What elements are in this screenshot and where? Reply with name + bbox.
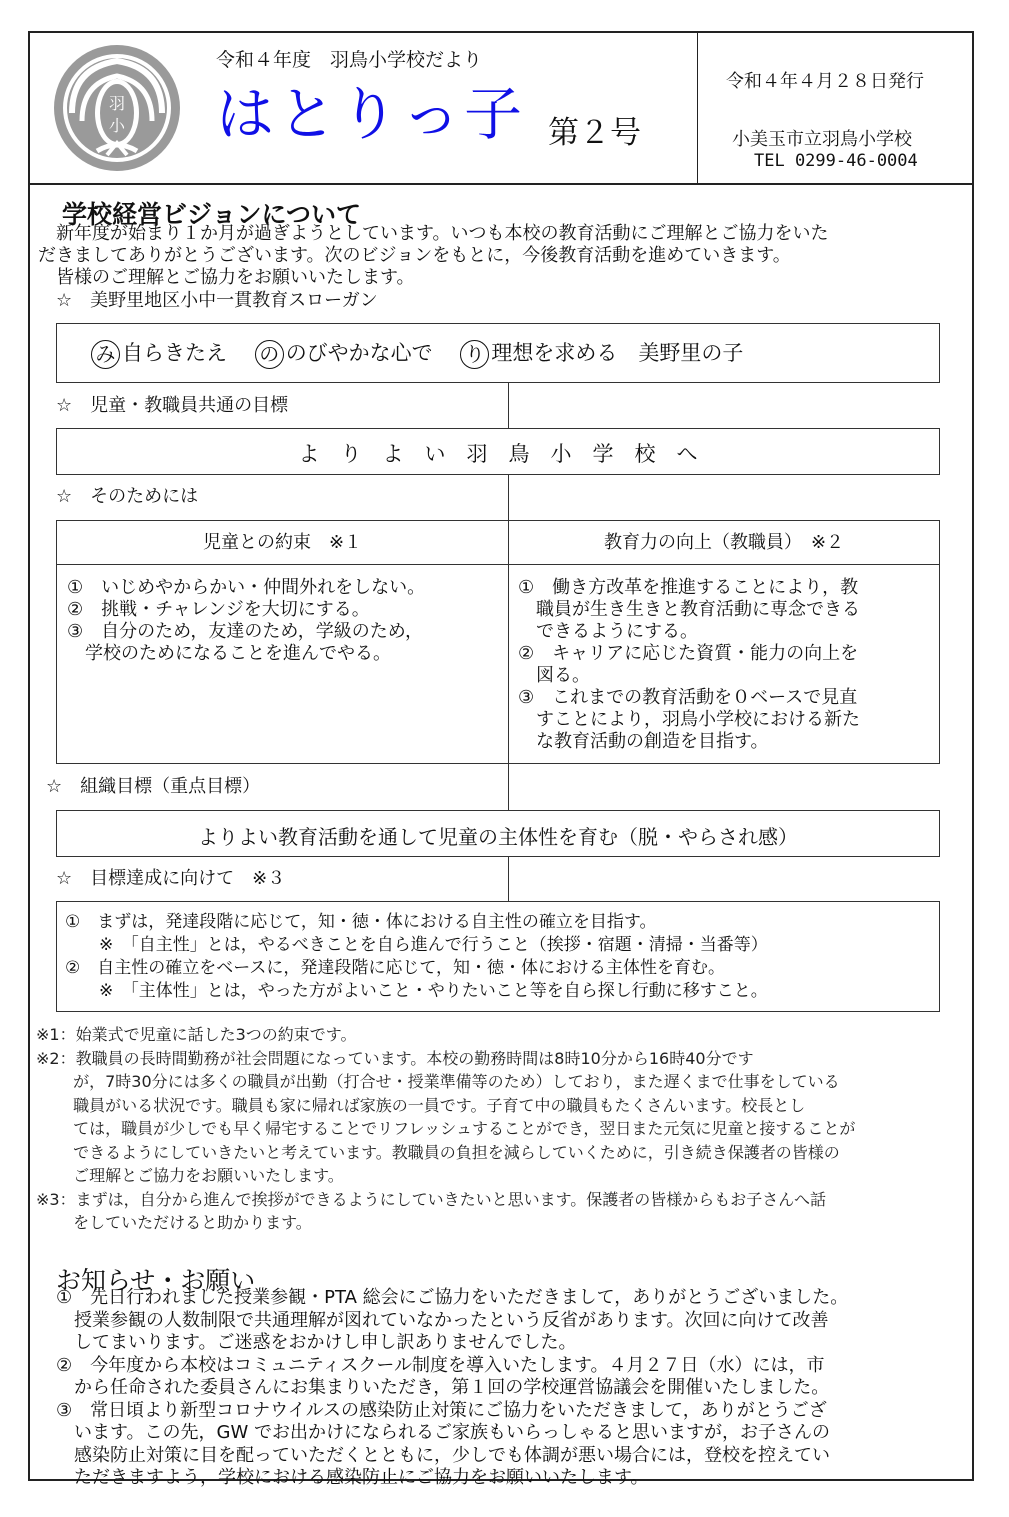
notice-line: してまいります。ご迷惑をおかけし申し訳ありませんでした。 [56, 1332, 577, 1353]
list-item: ② キャリアに応じた資質・能力の向上を [518, 643, 859, 664]
list-item: 図る。 [518, 665, 590, 686]
list-item: ※ 「自主性」とは，やるべきことを自ら進んで行うこと（挨拶・宿題・清掃・当番等） [65, 935, 768, 955]
slogan-mark-mi: み [91, 340, 120, 369]
column-divider [508, 383, 509, 428]
newsletter-title: はとりっ子 [216, 80, 527, 148]
notice-line: から任命された委員さんにお集まりいただき，第１回の学校運営協議会を開催いたしました。 [56, 1377, 830, 1398]
section-heading-vision: 学校経営ビジョンについて [62, 200, 362, 229]
column-divider [508, 857, 509, 901]
achieve-label: ☆ 目標達成に向けて ※３ [56, 868, 286, 889]
notice-line: ただきますよう，学校における感染防止にご協力をお願いいたします。 [56, 1467, 649, 1488]
promise-list [67, 577, 425, 665]
footnote-line: 職員がいる状況です。職員も家に帰れば家族の一員です。子育て中の職員もたくさんいます。校長とし [36, 1095, 806, 1115]
achieve-box [56, 901, 940, 1012]
staff-header: 教育力の向上（教職員） ※２ [603, 532, 845, 553]
slogan-phrase: のびやかな心で [285, 341, 433, 365]
notice-line: ② 今年度から本校はコミュニティスクール制度を導入いたします。４月２７日（水）には，市 [56, 1354, 825, 1376]
column-divider [508, 764, 509, 810]
list-item: できるようにする。 [518, 621, 698, 642]
footnote-line: をしていただけると助かります。 [36, 1213, 312, 1232]
newsletter-series: 令和４年度 羽鳥小学校だより [216, 49, 483, 71]
list-item: ③ 自分のため，友達のため，学級のため， [67, 621, 423, 642]
list-item: 職員が生き生きと教育活動に専念できる [518, 599, 860, 620]
achieve-list [65, 911, 768, 1003]
list-item: ① いじめやからかい・仲間外れをしない。 [67, 577, 426, 598]
list-item: ③ これまでの教育活動を０ベースで見直 [518, 687, 858, 708]
notice-line: 感染防止対策に目を配っていただくとともに，少しでも体調が悪い場合には，登校を控えてい [56, 1444, 830, 1466]
list-item: ① まずは，発達段階に応じて，知・徳・体における自主性の確立を目指す。 [65, 912, 657, 932]
notice-line: います。この先，GW でお出かけになられるご家族もいらっしゃると思いますが，お子さんの [56, 1422, 831, 1443]
common-goal-label: ☆ 児童・教職員共通の目標 [56, 395, 289, 416]
slogan-box [56, 323, 940, 383]
newsletter-page [28, 31, 974, 1488]
header-divider [697, 33, 698, 183]
list-item: 学校のためになることを進んでやる。 [67, 643, 391, 664]
footnote-line: ては，職員が少しでも早く帰宅することでリフレッシュすることができ，翌日また元気に児童と接することが [36, 1119, 856, 1138]
list-item: な教育活動の創造を目指す。 [518, 731, 769, 752]
section-heading-notices: お知らせ・お願い [56, 1266, 256, 1295]
commitments-table [56, 520, 940, 764]
slogan-mark-no: の [255, 340, 284, 369]
footnote-line: ※2：教職員の長時間勤務が社会問題になっています。本校の勤務時間は8時10分から16時40分です [36, 1048, 754, 1068]
notice-line: ③ 常日頃より新型コロナウイルスの感染防止対策にご協力をいただきまして，ありがとうござ [56, 1399, 827, 1421]
footnote-line: が，7時30分には多くの職員が出勤（打合せ・授業準備等のため）しており，また遅くまで仕事をしている [36, 1072, 840, 1091]
notices-list [56, 1287, 848, 1490]
footnote-line: ご理解とご協力をお願いいたします。 [36, 1166, 344, 1185]
intro-line: 皆様のご理解とご協力をお願いいたします。 [38, 267, 415, 288]
intro-line: 新年度が始まり１か月が過ぎようとしています。いつも本校の教育活動にご理解とご協力をいた [38, 223, 829, 244]
common-goal-text: よ り よ い 羽 鳥 小 学 校 へ [298, 442, 698, 466]
issue-number: 第２号 [548, 115, 641, 151]
issue-date: 令和４年４月２８日発行 [726, 71, 924, 92]
emblem-char-2: 小 [108, 116, 126, 135]
list-item: ※ 「主体性」とは，やった方がよいこと・やりたいこと等を自ら探し行動に移すこと。 [65, 981, 768, 1001]
staff-list [518, 577, 860, 753]
emblem-char-1: 羽 [108, 94, 126, 113]
intro-paragraph [38, 223, 829, 289]
intro-line: だきましてありがとうございます。次のビジョンをもとに，今後教育活動を進めていきます。 [38, 245, 791, 266]
list-item: ② 自主性の確立をベースに，発達段階に応じて，知・徳・体における主体性を育む。 [65, 958, 726, 978]
slogan-label: ☆ 美野里地区小中一貫教育スローガン [56, 290, 378, 311]
notice-line: ① 先日行われました授業参観・PTA 総会にご協力をいただきまして，ありがとうございました。 [56, 1287, 849, 1308]
org-goal-box [56, 810, 940, 857]
footnote-line: できるようにしていきたいと考えています。教職員の負担を減らしていくために，引き続き保護者の皆様の [36, 1142, 840, 1162]
slogan-phrase: 自らきたえ [122, 341, 227, 365]
slogan-text [91, 337, 743, 369]
slogan-mark-ri: り [460, 340, 489, 369]
footnote-line: ※1：始業式で児童に話した3つの約束です。 [36, 1025, 357, 1044]
org-goal-text: よりよい教育活動を通して児童の主体性を育む（脱・やらされ感） [198, 825, 798, 849]
common-goal-box [56, 428, 940, 475]
notice-line: 授業参観の人数制限で共通理解が図れていなかったという反省があります。次回に向けて改善 [56, 1309, 829, 1331]
table-divider [508, 521, 509, 763]
promise-header: 児童との約束 ※１ [202, 532, 363, 553]
footnotes [36, 1023, 855, 1235]
slogan-phrase: 理想を求める 美野里の子 [491, 341, 744, 365]
footnote-line: ※3：まずは，自分から進んで挨拶ができるようにしていきたいと思います。保護者の皆様からもお子さんへ話 [36, 1189, 826, 1209]
list-item: ② 挑戦・チャレンジを大切にする。 [67, 599, 370, 620]
org-goal-label: ☆ 組織目標（重点目標） [46, 776, 261, 797]
table-header-rule [57, 564, 939, 565]
list-item: すことにより，羽鳥小学校における新た [518, 709, 860, 730]
list-item: ① 働き方改革を推進することにより，教 [518, 577, 859, 598]
means-label: ☆ そのためには [56, 486, 199, 507]
school-emblem-icon [52, 43, 182, 173]
school-phone: TEL 0299-46-0004 [754, 151, 918, 171]
school-name: 小美玉市立羽鳥小学校 [732, 129, 912, 150]
masthead [30, 33, 972, 185]
column-divider [508, 475, 509, 520]
